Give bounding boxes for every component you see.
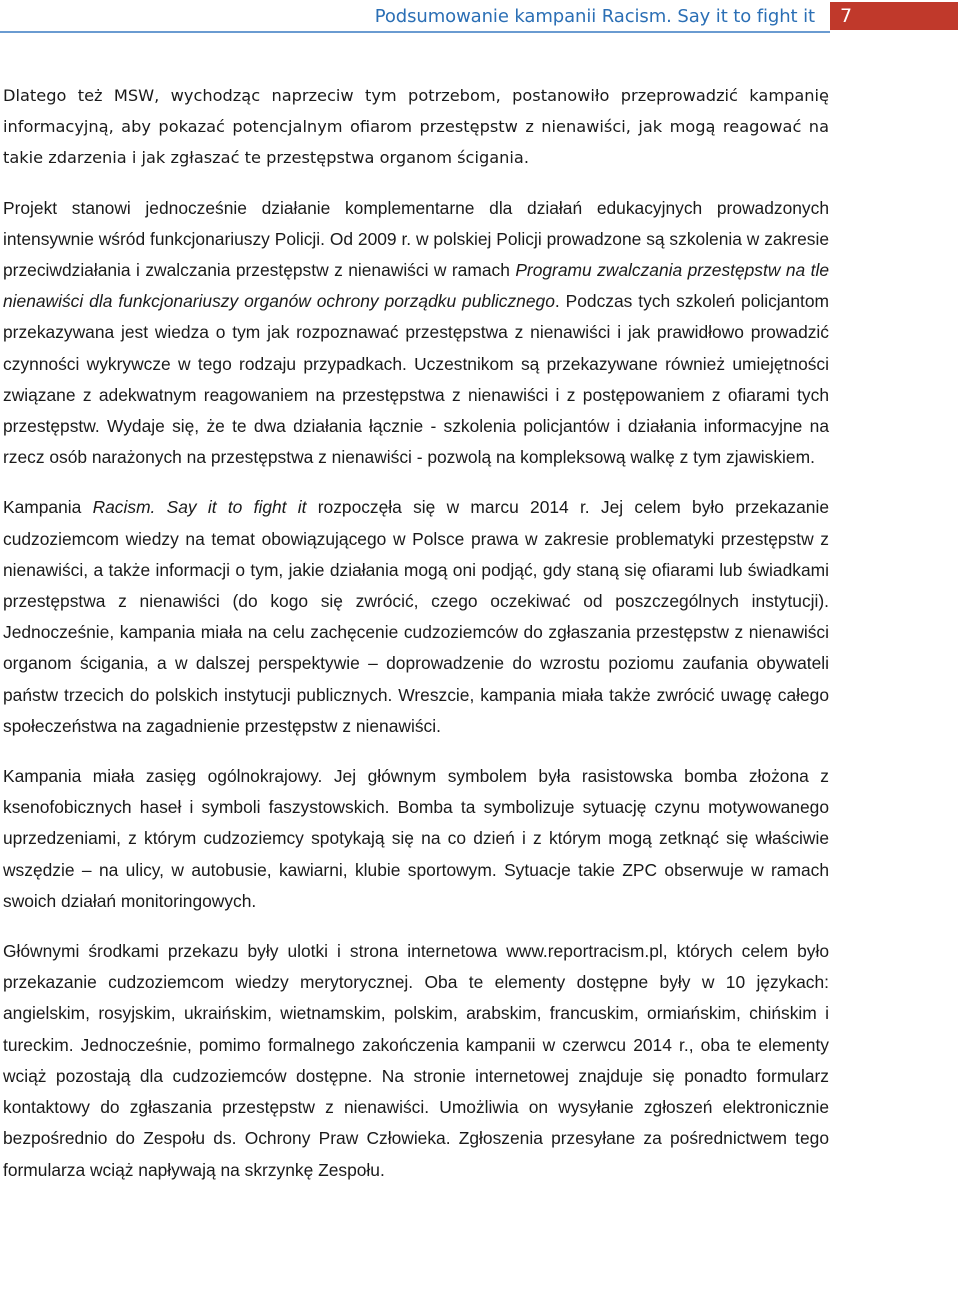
paragraph-2-text-b: . Podczas tych szkoleń policjantom przekazywana jest wiedza o tym jak rozpoznawać przestępstwa z nienawiści i jak prawidłowo prowadzić czynności wykrywcze w tego rodzaju przypadkach. Uczestnikom są przekazywane również umiejętności związane z adekwatnym reagowaniem na przestępstwa z nienawiści i z postępowaniem z ofiarami tych przestępstw. Wydaje się, że te dwa działania łącznie - szkolenia policjantów i działania informacyjne na rzecz osób narażonych na przestępstwa z nienawiści - pozwolą na kompleksową walkę z tym zjawiskiem.: [3, 291, 829, 468]
paragraph-2-program-title: Programu zwalczania przestępstw na tle nienawiści dla funkcjonariuszy organów ochrony porządku publicznego: [3, 260, 829, 312]
paragraph-3-text-a: Kampania: [3, 497, 93, 518]
page-header: [0, 0, 960, 34]
header-title: Podsumowanie kampanii Racism. Say it to fight it: [374, 6, 815, 27]
paragraph-5: Głównymi środkami przekazu były ulotki i strona internetowa www.reportracism.pl, których celem było przekazanie cudzoziemcom wiedzy merytorycznej. Oba te elementy dostępne były w 10 językach: angielskim, rosyjskim, ukraińskim, wietnamskim, polskim, arabskim, francuskim, ormiańskim, chińskim i tureckim. Jednocześnie, pomimo formalnego zakończenia kampanii w czerwcu 2014 r., oba te elementy wciąż pozostają dla cudzoziemców dostępne. Na stronie internetowej znajduje się ponadto formularz kontaktowy do zgłaszania przestępstw z nienawiści. Umożliwia on wysyłanie zgłoszeń elektronicznie bezpośrednio do Zespołu ds. Ochrony Praw Człowieka. Zgłoszenia przesyłane za pośrednictwem tego formularza wciąż napływają na skrzynkę Zespołu.: [3, 941, 829, 1180]
paragraph-3: [3, 492, 829, 742]
document-body: [3, 80, 829, 1205]
paragraph-2-text-a: Projekt stanowi jednocześnie działanie komplementarne dla działań edukacyjnych prowadzonych intensywnie wśród funkcjonariuszy Policji. Od 2009 r. w polskiej Policji prowadzone są szkolenia w zakresie przeciwdziałania i zwalczania przestępstw z nienawiści w ramach: [3, 197, 829, 281]
header-rule: [0, 31, 830, 33]
paragraph-2: [3, 193, 829, 474]
paragraph-3-text-b: rozpoczęła się w marcu 2014 r. Jej celem było przekazanie cudzoziemcom wiedzy na temat obowiązującego w Polsce prawa w zakresie problematyki przestępstw z nienawiści, a także informacji o tym, jakie działania mogą oni podjąć, gdy staną się ofiarami lub świadkami przestępstwa z nienawiści (do kogo się zwrócić, czego oczekiwać od poszczególnych instytucji). Jednocześnie, kampania miała na celu zachęcenie cudzoziemców do zgłaszania przestępstw z nienawiści organom ścigania, a w dalszej perspektywie – doprowadzenie do wzrostu poziomu zaufania obywateli państw trzecich do polskich instytucji publicznych. Wreszcie, kampania miała także zwrócić uwagę całego społeczeństwa na zagadnienie przestępstw z nienawiści.: [3, 497, 830, 736]
paragraph-3-campaign-title: Racism. Say it to fight it: [92, 497, 307, 518]
page-number: 7: [830, 2, 958, 30]
paragraph-4: Kampania miała zasięg ogólnokrajowy. Jej głównym symbolem była rasistowska bomba złożona z ksenofobicznych haseł i symboli faszystowskich. Bomba ta symbolizuje sytuację czynu motywowanego uprzedzeniami, z którym cudzoziemcy spotykają się na co dzień i z którym mogą zetknąć się właściwie wszędzie – na ulicy, w autobusie, kawiarni, klubie sportowym. Sytuacje takie ZPC obserwuje w ramach swoich działań monitoringowych.: [3, 766, 829, 911]
paragraph-1: Dlatego też MSW, wychodząc naprzeciw tym potrzebom, postanowiło przeprowadzić kampanię informacyjną, aby pokazać potencjalnym ofiarom przestępstw z nienawiści, jak mogą reagować na takie zdarzenia i jak zgłaszać te przestępstwa organom ścigania.: [3, 86, 829, 168]
